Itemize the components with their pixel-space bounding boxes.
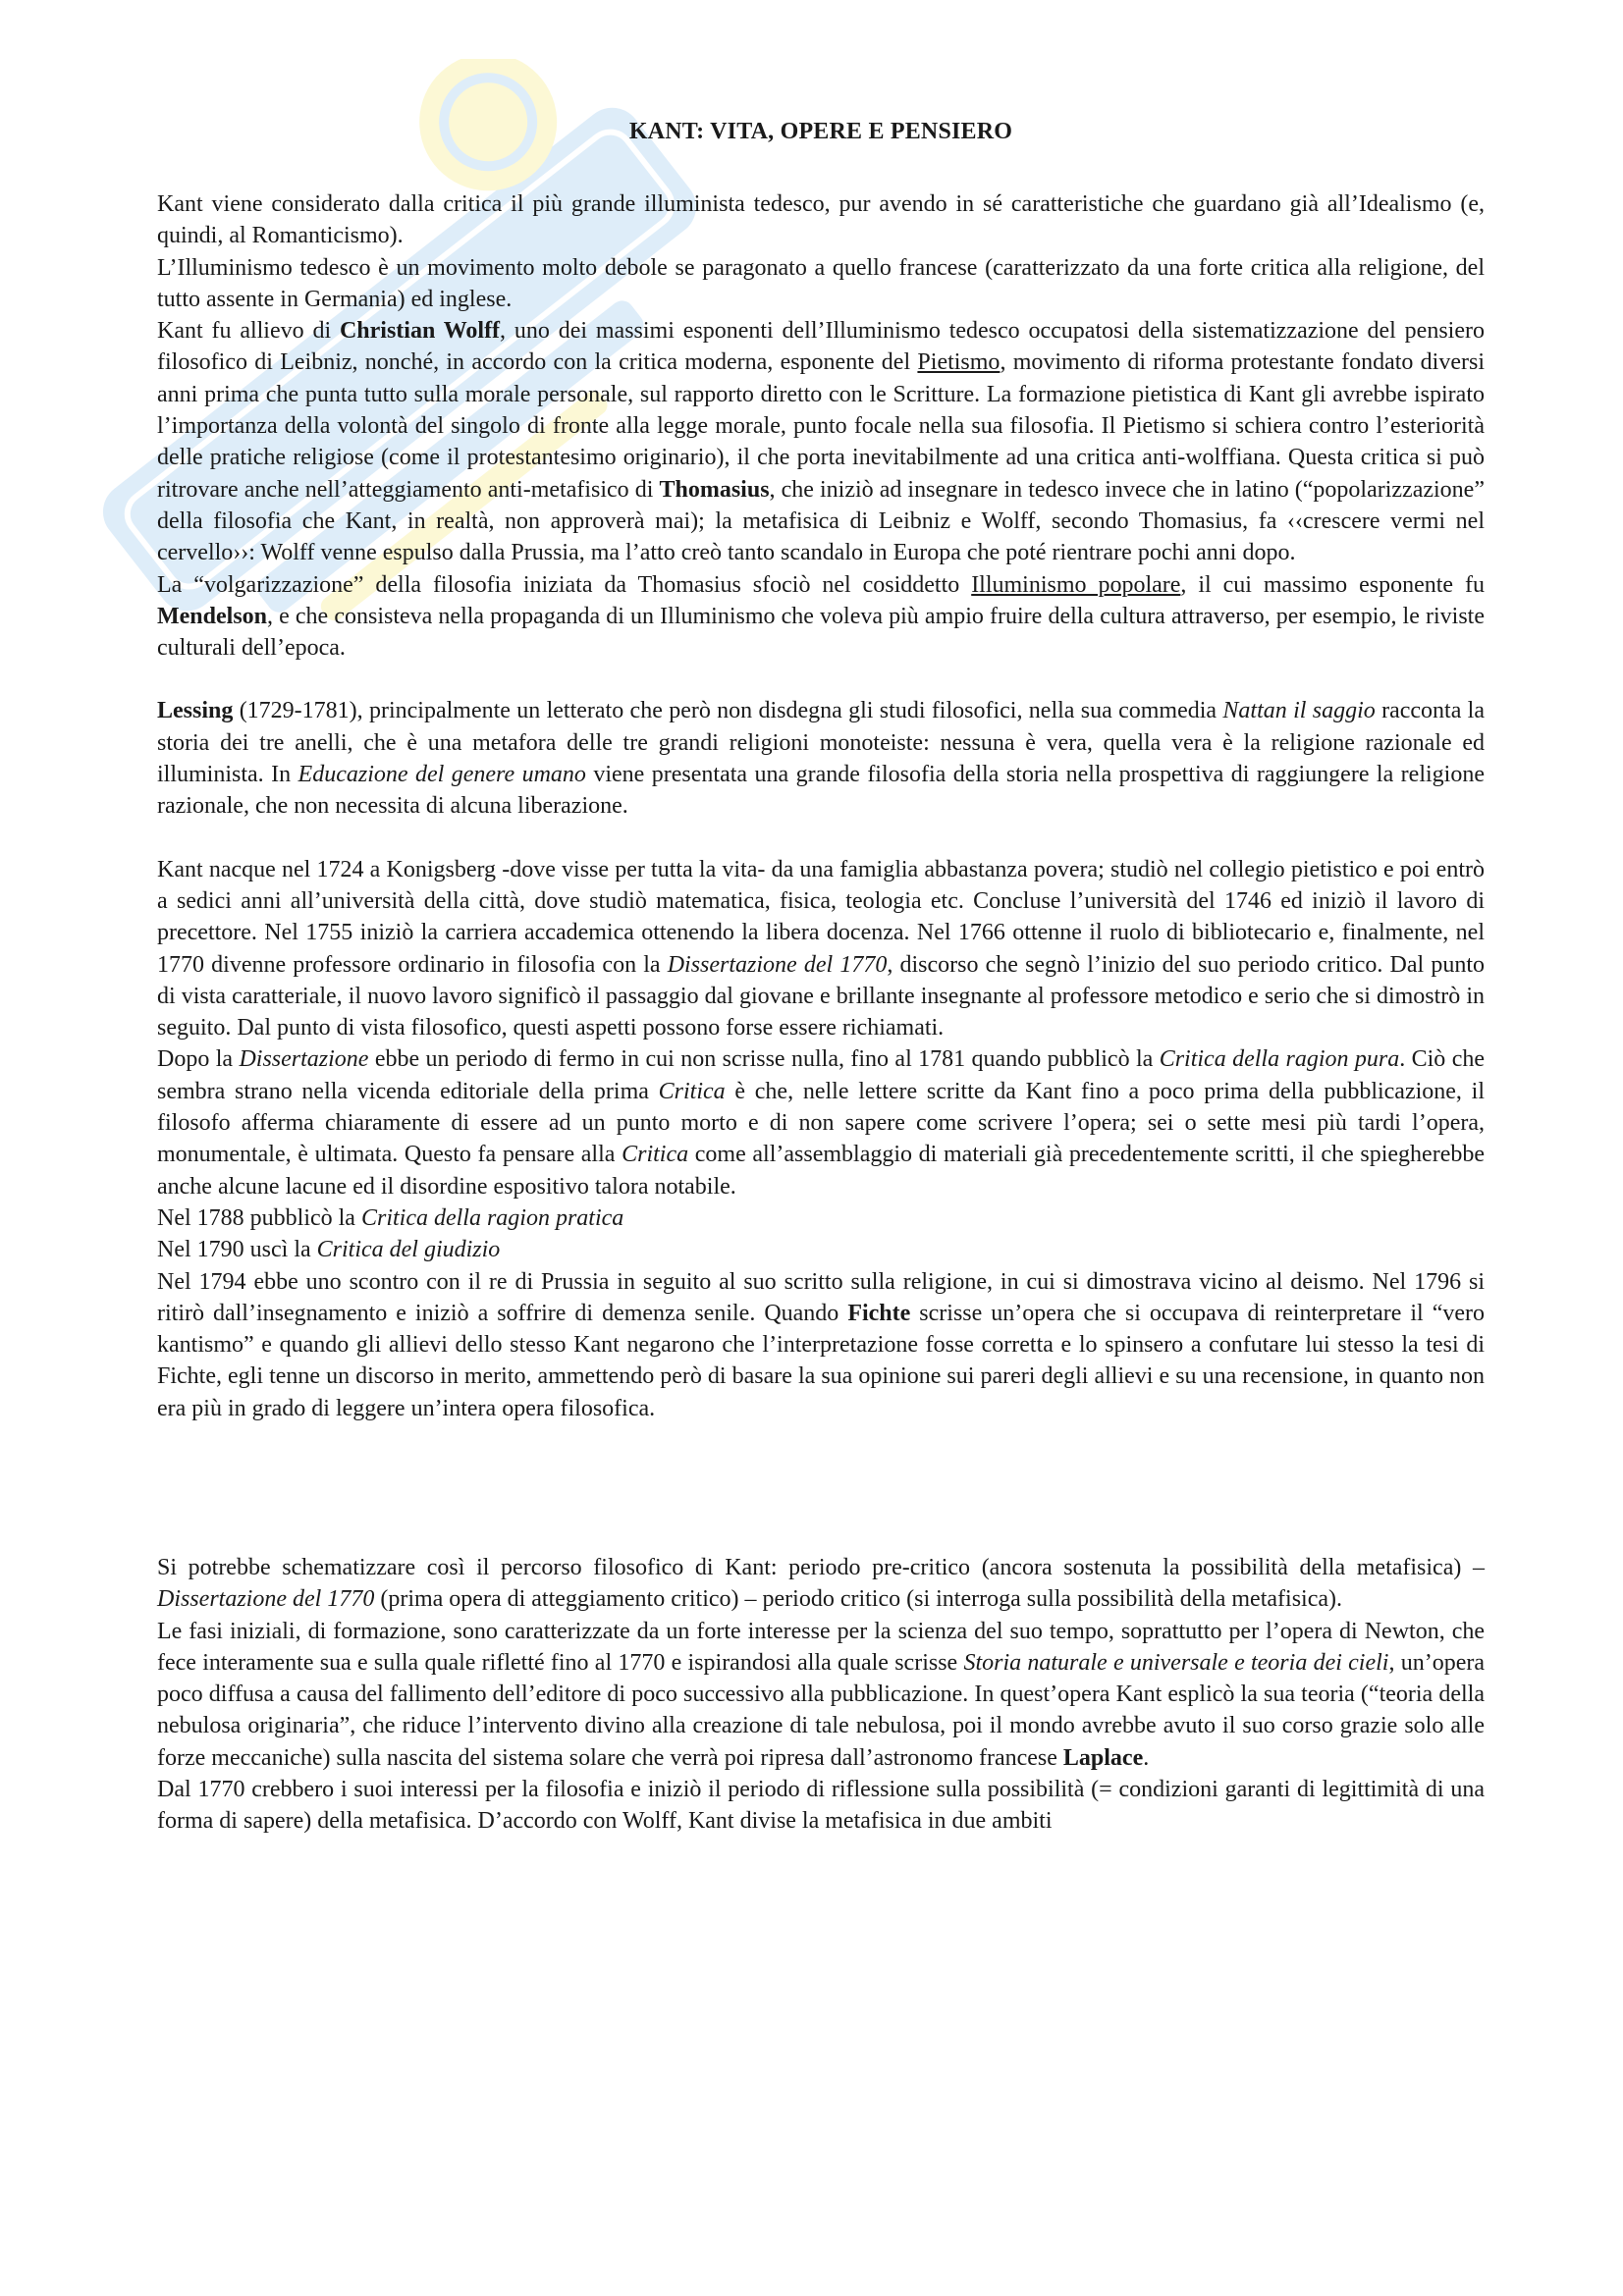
italic-title: Critica della ragion pura bbox=[1159, 1046, 1400, 1073]
text-run: . bbox=[1143, 1744, 1150, 1771]
text-run: , uno dei massimi esponenti dell’Illuminismo tedesco occupatosi della sistematizzazione del pensiero filosofico di Leibniz, nonché, in accordo con la critica moderna, esponente del bbox=[157, 318, 1485, 376]
paragraph bbox=[157, 188, 1485, 252]
italic-title: Storia naturale e universale e teoria dei cieli bbox=[963, 1649, 1389, 1676]
underlined-term: Pietismo bbox=[917, 349, 1001, 376]
document-body bbox=[157, 188, 1485, 1838]
text-run: Kant viene considerato dalla critica il più grande illuminista tedesco, pur avendo in sé caratteristiche che guardano già all’Idealismo (e, quindi, al Romanticismo). bbox=[157, 191, 1485, 249]
paragraph bbox=[157, 252, 1485, 316]
bold-term: Thomasius bbox=[659, 476, 770, 503]
italic-title: Critica del giudizio bbox=[316, 1237, 501, 1263]
italic-title: Dissertazione bbox=[239, 1046, 369, 1073]
text-run: , discorso che segnò l’inizio del suo periodo critico. Dal punto di vista caratteriale, il nuovo lavoro significò il passaggio dal giovane e brillante insegnante al professore metodico e serio che si dimostrò in seguito. Dal punto di vista filosofico, questi aspetti possono forse essere richiamati. bbox=[157, 951, 1485, 1041]
paragraph bbox=[157, 1234, 1485, 1265]
bold-term: Lessing bbox=[157, 698, 234, 724]
text-run: è che, nelle lettere scritte da Kant fino a poco prima della pubblicazione, il filosofo afferma chiaramente di essere ad un punto morto e di non sapere come scrivere l’opera; sei o sette mesi più tardi l’opera, monumentale, è ultimata. Questo fa pensare alla bbox=[157, 1078, 1486, 1168]
paragraph bbox=[157, 1774, 1485, 1838]
italic-title: Critica della ragion pratica bbox=[360, 1204, 624, 1231]
text-run: ebbe un periodo di fermo in cui non scrisse nulla, fino al 1781 quando pubblicò la bbox=[368, 1046, 1160, 1073]
bold-term: Mendelson bbox=[157, 603, 268, 629]
paragraph-gap bbox=[157, 823, 1485, 854]
text-run: Nel 1794 ebbe uno scontro con il re di Prussia in seguito al suo scritto sulla religione, in cui si dimostrava vicino al deismo. Nel 1796 si ritirò dall’insegnamento e iniziò a soffrire di demenza senile. Quando bbox=[157, 1268, 1485, 1326]
bold-term: Fichte bbox=[847, 1300, 911, 1326]
text-run: racconta la storia dei tre anelli, che è una metafora delle tre grandi religioni monoteiste: nessuna è vera, quella vera è la religione razionale ed illuminista. In bbox=[157, 698, 1486, 788]
text-run: , che iniziò ad insegnare in tedesco invece che in latino (“popolarizzazione” della filosofia che Kant, in realtà, non approverà mai); la metafisica di Leibniz e Wolff, secondo Thomasius, fa ‹‹crescere vermi nel cervello››: Wolff venne espulso dalla Prussia, ma l’atto creò tanto scandalo in Europa che poté rientrare pochi anni dopo. bbox=[157, 476, 1485, 566]
text-run: , e che consisteva nella propaganda di un Illuminismo che voleva più ampio fruire della cultura attraverso, per esempio, le riviste culturali dell’epoca. bbox=[157, 603, 1485, 662]
text-run: (prima opera di atteggiamento critico) – periodo critico (si interroga sulla possibilità della metafisica). bbox=[374, 1586, 1342, 1613]
text-run: Kant fu allievo di bbox=[157, 318, 340, 345]
text-run: Si potrebbe schematizzare così il percorso filosofico di Kant: periodo pre-critico (ancora sostenuta la possibilità della metafisica) – bbox=[157, 1554, 1485, 1580]
text-run: viene presentata una grande filosofia della storia nella prospettiva di raggiungere la religione razionale, che non necessita di alcuna liberazione. bbox=[157, 762, 1485, 820]
paragraph-gap bbox=[157, 664, 1485, 695]
italic-title: Critica bbox=[622, 1142, 689, 1168]
italic-title: Dissertazione del 1770 bbox=[667, 951, 888, 978]
bold-term: Christian Wolff bbox=[339, 318, 501, 345]
text-run: Nel 1788 pubblicò la bbox=[157, 1204, 361, 1231]
text-run: . Ciò che sembra strano nella vicenda editoriale della prima bbox=[157, 1046, 1485, 1104]
text-run: Dal 1770 crebbero i suoi interessi per la filosofia e iniziò il periodo di riflessione sulla possibilità (= condizioni garanti di legittimità di una forma di sapere) della metafisica. D’accordo con Wolff, Kant divise la metafisica in due ambiti bbox=[157, 1777, 1485, 1835]
italic-title: Educazione del genere umano bbox=[298, 762, 586, 788]
text-run: scrisse un’opera che si occupava di reinterpretare il “vero kantismo” e quando gli allievi dello stesso Kant negarono che l’interpretazione fosse corretta e lo spinsero a confutare lui stesso la tesi di Fichte, egli tenne un discorso in merito, ammettendo però di basare la sua opinione sui pareri degli allievi e su una recensione, in quanto non era più in grado di leggere un’intera opera filosofica. bbox=[157, 1300, 1485, 1421]
underlined-term: Illuminismo popolare bbox=[971, 571, 1181, 598]
paragraph bbox=[157, 569, 1485, 665]
document-page bbox=[157, 116, 1485, 1838]
paragraph bbox=[157, 315, 1485, 568]
text-run: Le fasi iniziali, di formazione, sono caratterizzate da un forte interesse per la scienza del suo tempo, soprattutto per l’opera di Newton, che fece interamente sua e sulla quale rifletté fino al 1770 e ispirandosi alla quale scrisse bbox=[157, 1618, 1485, 1676]
text-run: L’Illuminismo tedesco è un movimento molto debole se paragonato a quello francese (caratterizzato da una forte critica alla religione, del tutto assente in Germania) ed inglese. bbox=[157, 254, 1485, 312]
document-title: KANT: VITA, OPERE E PENSIERO bbox=[628, 119, 1013, 144]
text-run: , il cui massimo esponente fu bbox=[1180, 571, 1485, 598]
text-run: come all’assemblaggio di materiali già precedentemente scritti, il che spiegherebbe anche alcune lacune ed il disordine espositivo talora notabile. bbox=[157, 1142, 1486, 1200]
paragraph bbox=[157, 1202, 1485, 1234]
paragraph bbox=[157, 1616, 1485, 1774]
text-run: Kant nacque nel 1724 a Konigsberg -dove visse per tutta la vita- da una famiglia abbastanza povera; studiò nel collegio pietistico e poi entrò a sedici anni all’università della città, dove studiò matematica, fisica, teologia etc. Concluse l’università del 1746 ed iniziò il lavoro di precettore. Nel 1755 iniziò la carriera accademica ottenendo la libera docenza. Nel 1766 ottenne il ruolo di bibliotecario e, finalmente, nel 1770 divenne professore ordinario in filosofia con la bbox=[157, 856, 1485, 978]
italic-title: Nattan il saggio bbox=[1222, 698, 1376, 724]
text-run: Dopo la bbox=[157, 1046, 240, 1073]
paragraph bbox=[157, 854, 1485, 1044]
paragraph bbox=[157, 1266, 1485, 1424]
text-run: (1729-1781), principalmente un letterato che però non disdegna gli studi filosofici, nella sua commedia bbox=[233, 698, 1223, 724]
bold-term: Laplace bbox=[1062, 1744, 1144, 1771]
paragraph bbox=[157, 1552, 1485, 1616]
text-run: , un’opera poco diffusa a causa del fallimento dell’editore di poco successivo alla pubblicazione. In quest’opera Kant esplicò la sua teoria (“teoria della nebulosa originaria”, che riduce l’intervento divino alla creazione di tale nebulosa, poi il mondo avrebbe avuto il suo corso grazie solo alle forze meccaniche) sulla nascita del sistema solare che verrà poi ripresa dall’astronomo francese bbox=[157, 1649, 1485, 1771]
italic-title: Dissertazione del 1770 bbox=[157, 1586, 375, 1613]
paragraph bbox=[157, 1043, 1485, 1201]
text-run: La “volgarizzazione” della filosofia iniziata da Thomasius sfociò nel cosiddetto bbox=[157, 571, 972, 598]
paragraph-gap bbox=[157, 1424, 1485, 1552]
paragraph bbox=[157, 695, 1485, 822]
text-run: Nel 1790 uscì la bbox=[157, 1237, 317, 1263]
text-run: , movimento di riforma protestante fondato diversi anni prima che punta tutto sulla morale personale, sul rapporto diretto con le Scritture. La formazione pietistica di Kant gli avrebbe ispirato l’importanza della volontà del singolo di fronte alla legge morale, punto focale nella sua filosofia. Il Pietismo si schiera contro l’esteriorità delle pratiche religiose (come il protestantesimo originario), il che porta inevitabilmente ad una critica anti-wolffiana. Questa critica si può ritrovare anche nell’atteggiamento anti-metafisico di bbox=[157, 349, 1486, 503]
italic-title: Critica bbox=[658, 1078, 726, 1104]
